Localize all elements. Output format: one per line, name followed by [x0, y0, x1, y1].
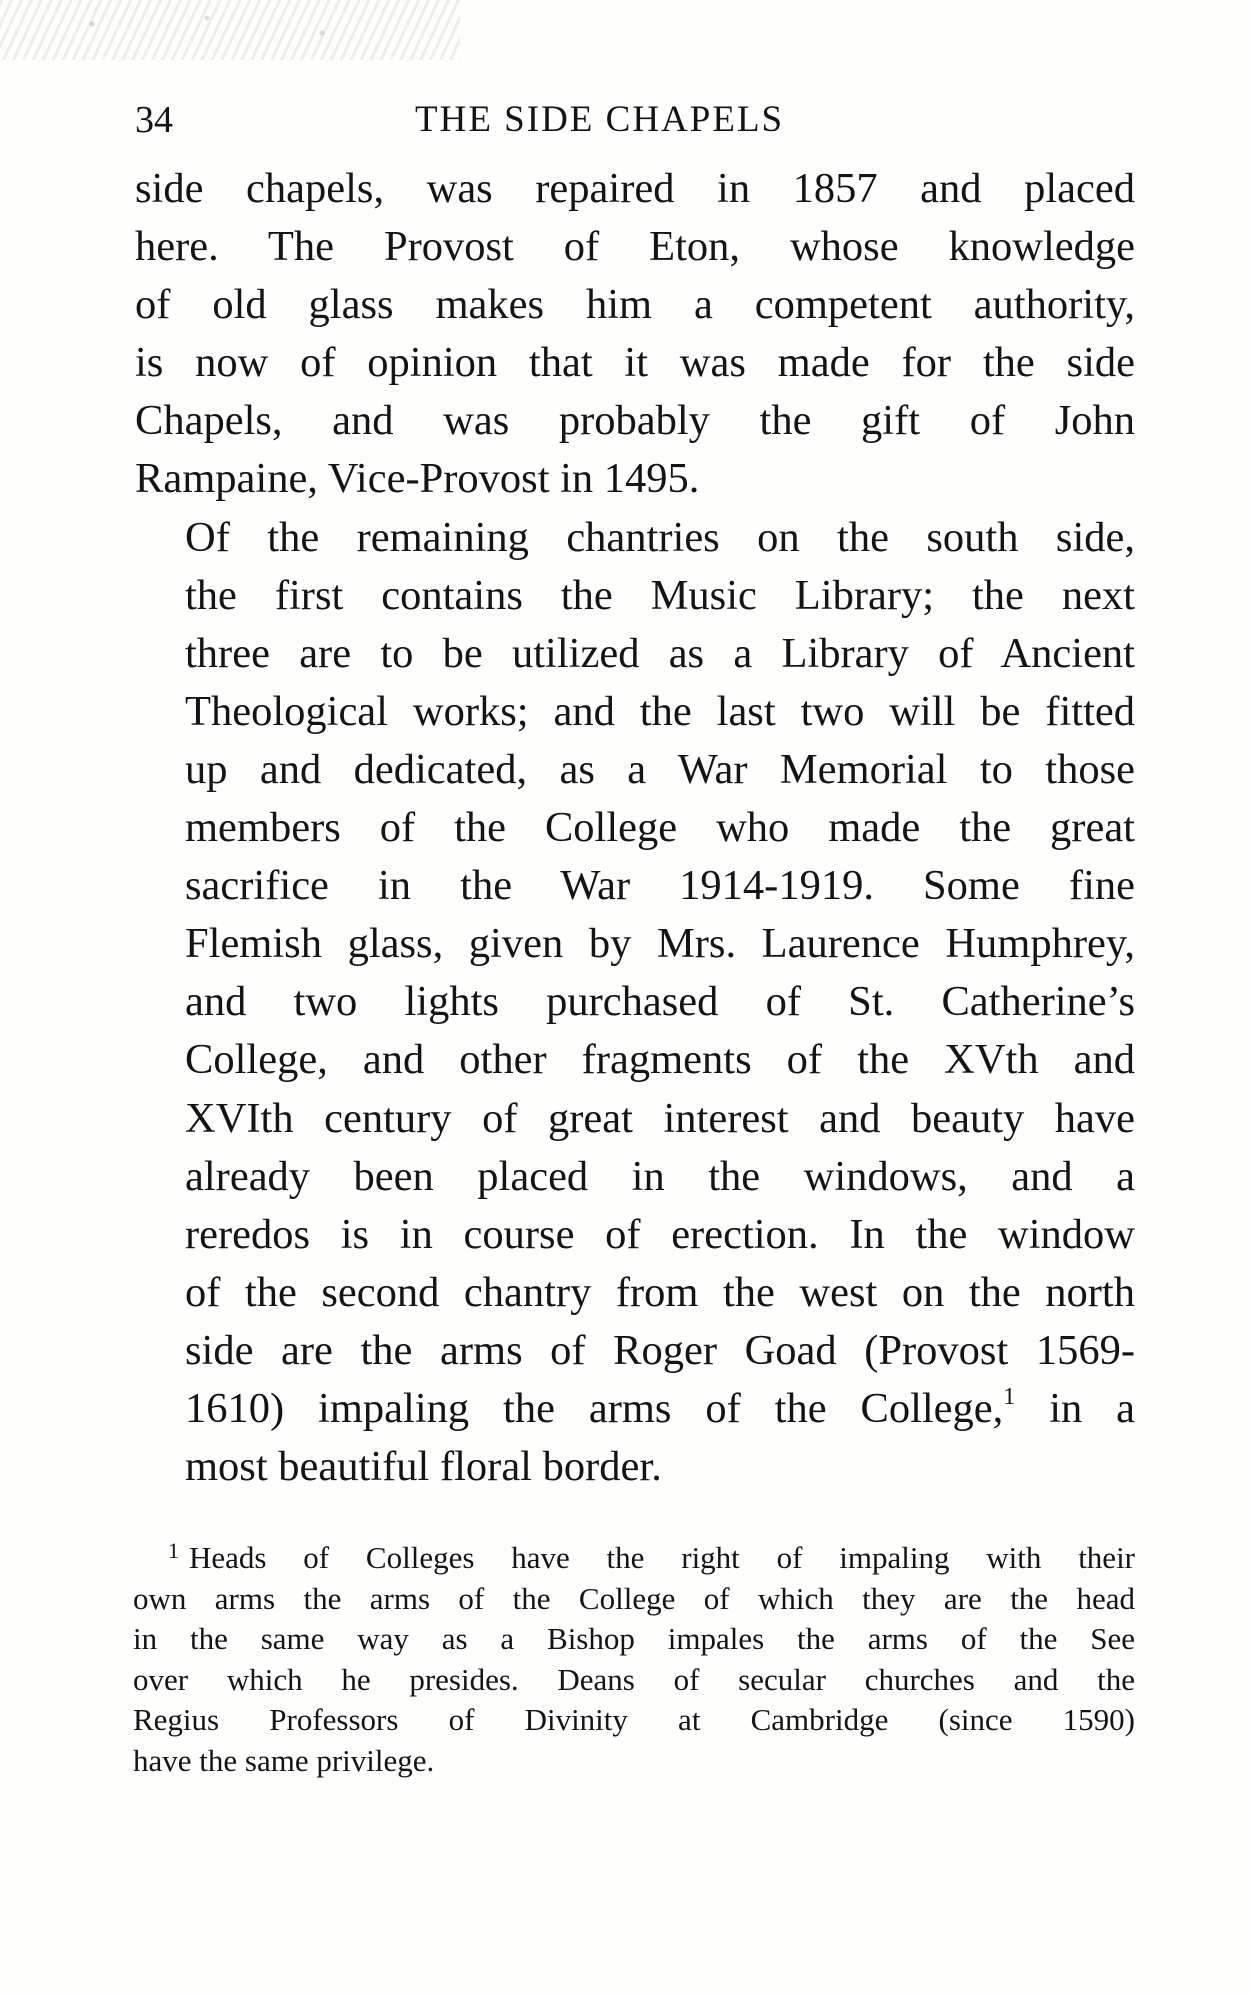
text-line: reredos is in course of erection. In the window — [185, 1210, 1135, 1258]
body-text — [135, 160, 1135, 1496]
footnote-reference: 1 — [1003, 1383, 1016, 1410]
text-line: side are the arms of Roger Goad (Provost 1569- — [185, 1326, 1135, 1374]
text-line: members of the College who made the great — [185, 804, 1135, 852]
text-line: and two lights purchased of St. Catherine’s — [185, 978, 1135, 1026]
text-line-with-footnote-ref — [135, 1380, 1135, 1438]
text-line: the first contains the Music Library; the next — [185, 571, 1135, 619]
text-line: College, and other fragments of the XVth and — [185, 1036, 1135, 1084]
footnote-line: over which he presides. Deans of secular churches and the — [133, 1661, 1135, 1697]
text-line: here. The Provost of Eton, whose knowledge — [135, 223, 1135, 271]
text-line: sacrifice in the War 1914-1919. Some fine — [185, 862, 1135, 910]
text-line: most beautiful floral border. — [185, 1443, 662, 1491]
text-line: Theological works; and the last two will be fitted — [185, 687, 1135, 735]
chapter-title: THE SIDE CHAPELS — [415, 99, 785, 140]
text-line: of old glass makes him a competent authority, — [135, 281, 1135, 329]
footnote-line: own arms the arms of the College of which they are the head — [133, 1580, 1135, 1616]
text-line: up and dedicated, as a War Memorial to those — [185, 745, 1135, 793]
footnote-line: in the same way as a Bishop impales the arms of the See — [133, 1621, 1135, 1656]
paragraph-2 — [135, 509, 1135, 1497]
text-line: is now of opinion that it was made for the side — [135, 339, 1135, 387]
footnote-line: Regius Professors of Divinity at Cambridge (since 1590) — [133, 1702, 1135, 1737]
running-head — [135, 95, 1145, 145]
paragraph-1 — [135, 160, 1135, 509]
text-line: already been placed in the windows, and a — [185, 1152, 1135, 1200]
footnote-text: Heads of Colleges have the right of impaling with their — [189, 1540, 1135, 1575]
page-number: 34 — [135, 99, 173, 141]
text-line: Rampaine, Vice-Provost in 1495. — [135, 455, 700, 503]
text-line: side chapels, was repaired in 1857 and placed — [135, 165, 1135, 212]
footnote — [133, 1538, 1135, 1781]
text-line: Of the remaining chantries on the south side, — [185, 513, 1135, 561]
text-line: XVIth century of great interest and beauty have — [185, 1094, 1135, 1142]
scan-artifact — [0, 0, 460, 60]
footnote-mark: 1 — [168, 1538, 179, 1563]
footnote-line: have the same privilege. — [133, 1742, 435, 1778]
text-line: three are to be utilized as a Library of Ancient — [185, 629, 1135, 677]
text-line: Flemish glass, given by Mrs. Laurence Humphrey, — [185, 920, 1135, 968]
footnote-line — [133, 1538, 1135, 1579]
text-segment: 1610) impaling the arms of the College, — [185, 1384, 1004, 1432]
text-segment: in a — [1015, 1384, 1136, 1432]
text-line: of the second chantry from the west on the north — [185, 1268, 1135, 1316]
text-line: Chapels, and was probably the gift of John — [135, 397, 1135, 445]
